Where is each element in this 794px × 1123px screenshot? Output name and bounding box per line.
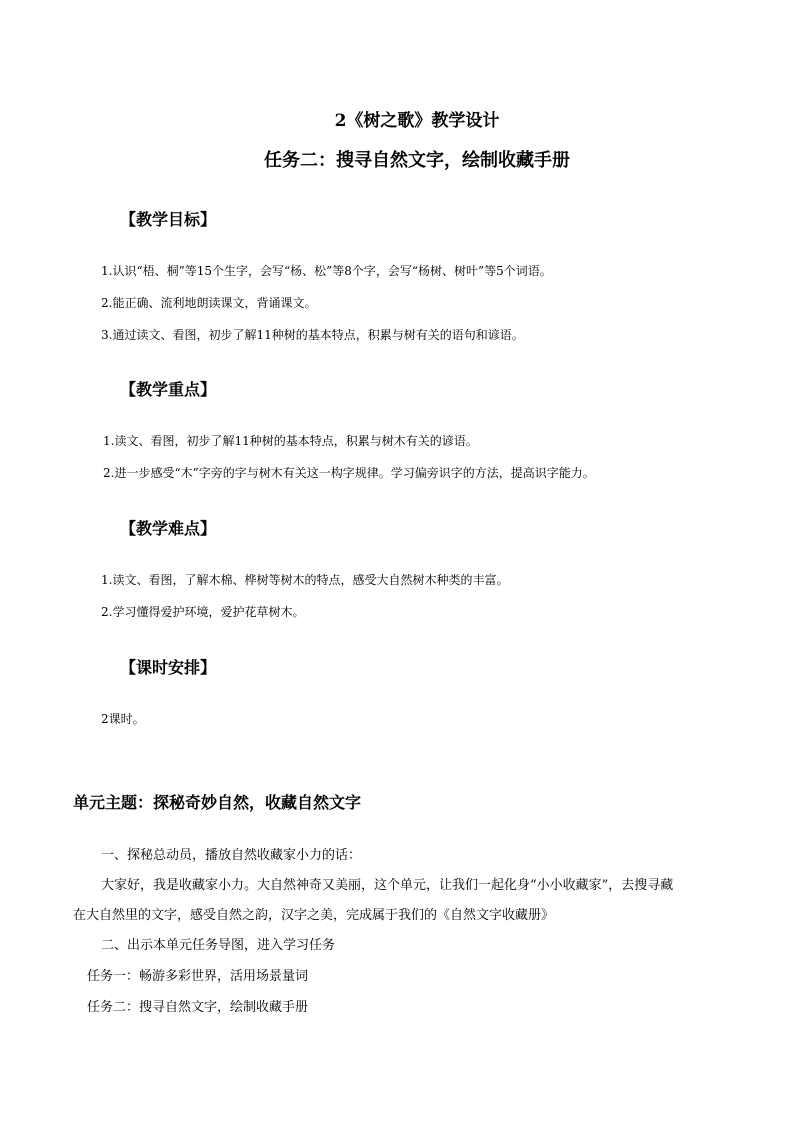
- schedule-item-1: 2课时。: [101, 712, 145, 726]
- document-subtitle: 任务二：搜寻自然文字，绘制收藏手册: [264, 150, 570, 171]
- section-heading-teaching-goals: 【教学目标】: [120, 210, 217, 229]
- body-paragraph-3: 二、出示本单元任务导图，进入学习任务: [101, 938, 336, 953]
- task-item-1: 任务一：畅游多彩世界，活用场景量词: [87, 969, 309, 984]
- body-paragraph-2-line-1: 大家好，我是收藏家小力。大自然神奇又美丽，这个单元，让我们一起化身“小小收藏家”，去搜寻藏: [101, 878, 674, 893]
- goal-item-3: 3.通过读文、看图，初步了解11种树的基本特点，积累与树有关的语句和谚语。: [101, 328, 524, 342]
- body-paragraph-2-line-2: 在大自然里的文字，感受自然之韵，汉字之美，完成属于我们的《自然文字收藏册》: [73, 908, 555, 923]
- key-point-item-1: 1.读文、看图，初步了解11种树的基本特点，积累与树木有关的谚语。: [103, 434, 478, 448]
- section-heading-difficulties: 【教学难点】: [120, 519, 217, 538]
- unit-theme-heading: 单元主题：探秘奇妙自然，收藏自然文字: [73, 793, 362, 812]
- body-paragraph-1: 一、探秘总动员，播放自然收藏家小力的话：: [101, 848, 362, 863]
- section-heading-key-points: 【教学重点】: [120, 380, 217, 399]
- task-item-2: 任务二：搜寻自然文字，绘制收藏手册: [87, 1000, 309, 1015]
- difficulty-item-2: 2.学习懂得爱护环境，爱护花草树木。: [101, 605, 305, 619]
- section-heading-schedule: 【课时安排】: [120, 658, 217, 677]
- goal-item-2: 2.能正确、流利地朗读课文，背诵课文。: [101, 296, 317, 310]
- goal-item-1: 1.认识“梧、桐”等15个生字，会写“杨、松”等8个字，会写“杨树、树叶”等5个词语。: [101, 264, 552, 278]
- document-title: 2《树之歌》教学设计: [334, 111, 500, 131]
- key-point-item-2: 2.进一步感受“木”字旁的字与树木有关这一构字规律。学习偏旁识字的方法，提高识字能力。: [103, 466, 595, 480]
- difficulty-item-1: 1.读文、看图，了解木棉、桦树等树木的特点，感受大自然树木种类的丰富。: [101, 573, 509, 587]
